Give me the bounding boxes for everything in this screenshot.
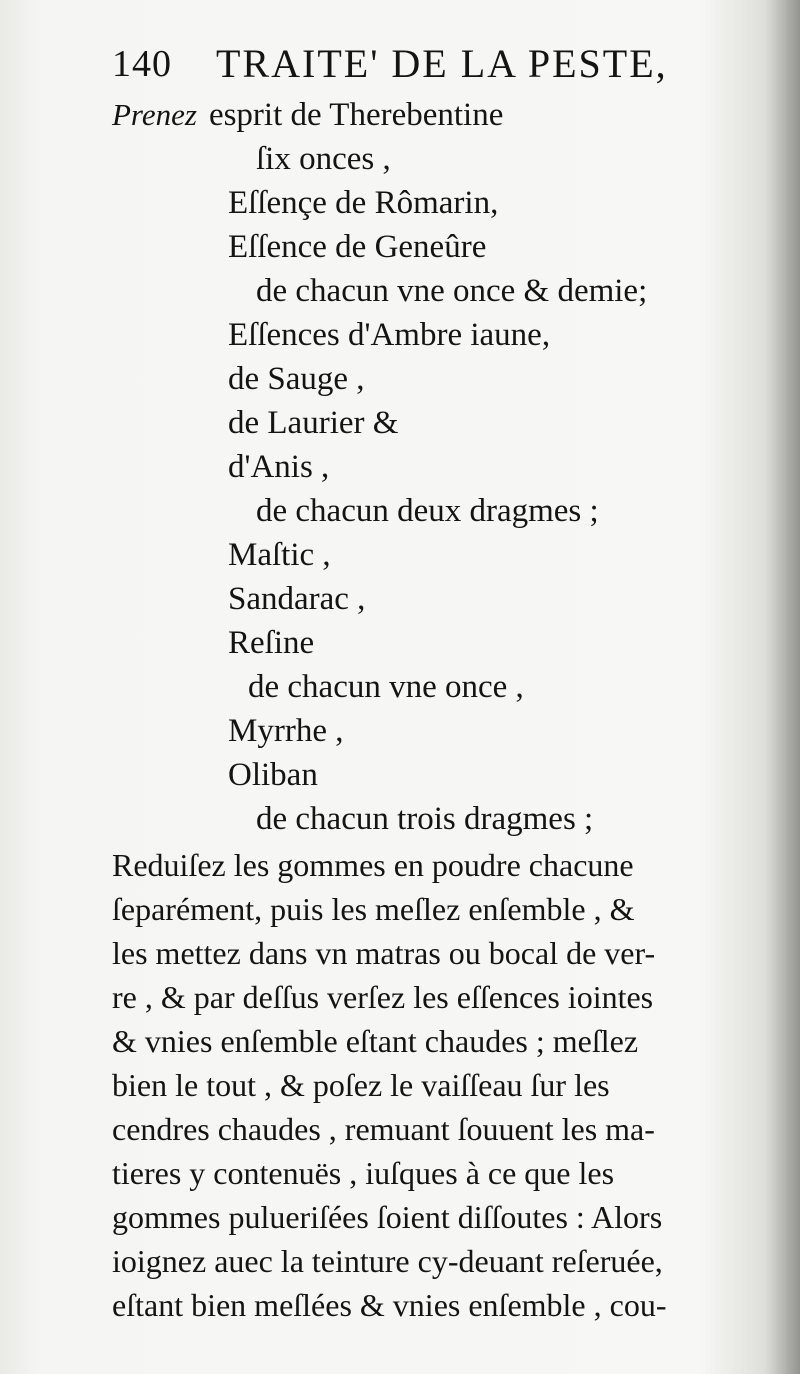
recipe-line: Sandarac , (228, 581, 366, 617)
paragraph-line: ioignez auec la teinture cy-deuant reſeruée, (112, 1243, 663, 1279)
recipe-line: Maſtic , (228, 537, 331, 573)
paragraph-line: & vnies enſemble eſtant chaudes ; meſlez (112, 1023, 639, 1059)
recipe-line: de chacun deux dragmes ; (256, 493, 599, 529)
paragraph-line: Reduiſez les gommes en poudre chacune (112, 847, 634, 883)
paragraph-line: bien le tout , & poſez le vaiſſeau ſur les (112, 1067, 610, 1103)
paragraph-line: les mettez dans vn matras ou bocal de ver- (112, 935, 656, 971)
recipe-line: de Sauge , (228, 361, 365, 397)
paragraph-line: eſtant bien meſlées & vnies enſemble , cou- (112, 1287, 667, 1323)
paragraph-line: cendres chaudes , remuant ſouuent les ma- (112, 1111, 655, 1147)
running-title: TRAITE' DE LA PESTE, (216, 41, 668, 86)
recipe-line: de chacun trois dragmes ; (256, 801, 594, 837)
page-edge-shadow (764, 0, 800, 1374)
paragraph-line: gommes pulueriſées ſoient diſſoutes : Alors (112, 1199, 663, 1235)
recipe-line: Reſine (228, 625, 315, 661)
recipe-lead: Prenez (112, 97, 197, 132)
recipe-line: Myrrhe , (228, 713, 344, 749)
page-header (112, 40, 692, 92)
recipe-line: Eſſences d'Ambre iaune, (228, 317, 551, 353)
recipe-line: Eſſence de Geneûre (228, 229, 487, 265)
recipe-line: de chacun vne once & demie; (256, 273, 648, 309)
recipe-line-text: esprit de Therebentine (208, 97, 504, 133)
paragraph-line: tieres y contenuës , iuſques à ce que les (112, 1155, 615, 1191)
page-number: 140 (112, 43, 172, 85)
recipe-line: d'Anis , (228, 449, 330, 485)
recipe-line: de Laurier & (228, 405, 399, 441)
recipe-line: de chacun vne once , (248, 669, 524, 705)
recipe-line: ſix onces , (256, 141, 391, 177)
recipe-line (112, 96, 503, 134)
recipe-line: Oliban (228, 757, 318, 793)
paragraph-line: ſeparément, puis les meſlez enſemble , & (112, 891, 635, 927)
paragraph-line: re , & par deſſus verſez les eſſences iointes (112, 979, 654, 1015)
recipe-line: Eſſençe de Rômarin, (228, 185, 499, 221)
